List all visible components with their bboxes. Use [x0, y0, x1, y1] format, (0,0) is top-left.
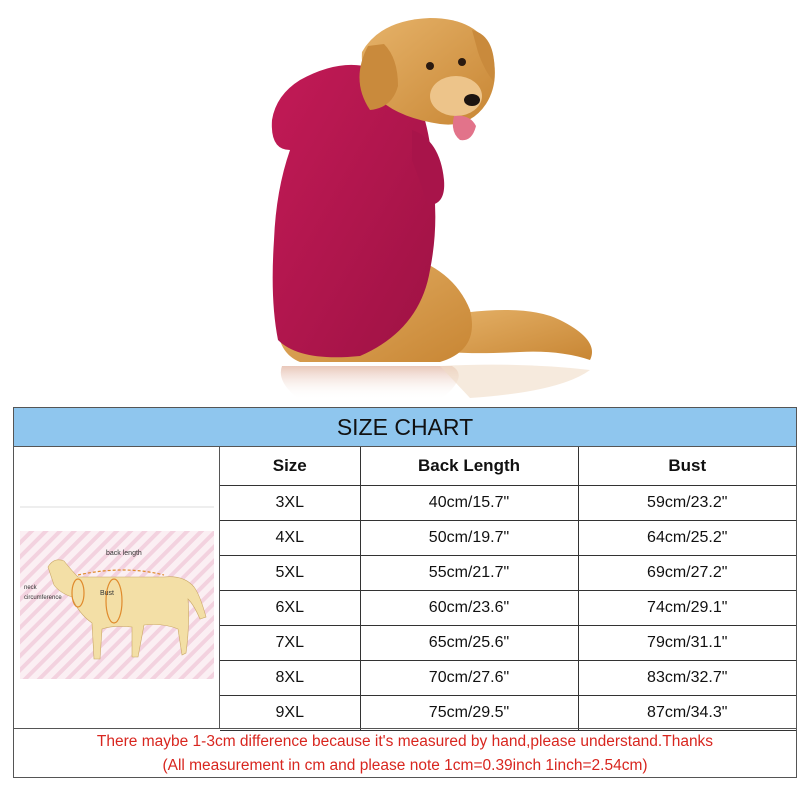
table-row	[220, 555, 796, 590]
diagram-label-bust: Bust	[100, 590, 115, 597]
table-row	[220, 695, 796, 730]
note-difference: There maybe 1-3cm difference because it's measured by hand,please understand.Thanks	[96, 733, 714, 750]
back-length-cell: 55cm/21.7"	[360, 555, 578, 590]
measurement-diagram	[14, 447, 220, 728]
size-cell: 9XL	[220, 695, 360, 730]
back-length-cell: 75cm/29.5"	[360, 695, 578, 730]
size-cell: 6XL	[220, 590, 360, 625]
table-row	[220, 660, 796, 695]
table-row	[220, 520, 796, 555]
size-cell: 4XL	[220, 520, 360, 555]
column-header-bust: Bust	[578, 447, 796, 485]
bust-cell: 87cm/34.3"	[578, 695, 796, 730]
measurement-notes	[14, 728, 796, 778]
size-table	[220, 447, 796, 731]
column-header-back-length: Back Length	[360, 447, 578, 485]
bust-cell: 79cm/31.1"	[578, 625, 796, 660]
table-row	[220, 590, 796, 625]
bust-cell: 64cm/25.2"	[578, 520, 796, 555]
note-conversion: (All measurement in cm and please note 1cm=0.39inch 1inch=2.54cm)	[162, 757, 648, 774]
table-header-row	[220, 447, 796, 485]
photo-reflection	[281, 366, 459, 400]
dog-nose	[464, 94, 480, 106]
column-header-size: Size	[220, 447, 360, 485]
diagram-label-circumference: circumference	[24, 595, 62, 601]
bust-cell: 83cm/32.7"	[578, 660, 796, 695]
measurement-diagram-cell	[14, 447, 220, 728]
dog-tongue	[453, 116, 476, 141]
bust-cell: 59cm/23.2"	[578, 485, 796, 520]
dog-eye	[426, 62, 434, 70]
back-length-cell: 65cm/25.6"	[360, 625, 578, 660]
size-cell: 8XL	[220, 660, 360, 695]
diagram-label-neck: neck	[24, 585, 37, 591]
size-cell: 3XL	[220, 485, 360, 520]
table-row	[220, 625, 796, 660]
table-row	[220, 485, 796, 520]
diagram-label-back-length: back length	[106, 550, 142, 557]
size-cell: 5XL	[220, 555, 360, 590]
back-length-cell: 60cm/23.6"	[360, 590, 578, 625]
bust-cell: 74cm/29.1"	[578, 590, 796, 625]
back-length-cell: 70cm/27.6"	[360, 660, 578, 695]
size-chart-title: SIZE CHART	[14, 408, 796, 447]
size-chart	[13, 407, 797, 778]
bust-cell: 69cm/27.2"	[578, 555, 796, 590]
back-length-cell: 50cm/19.7"	[360, 520, 578, 555]
size-cell: 7XL	[220, 625, 360, 660]
back-length-cell: 40cm/15.7"	[360, 485, 578, 520]
